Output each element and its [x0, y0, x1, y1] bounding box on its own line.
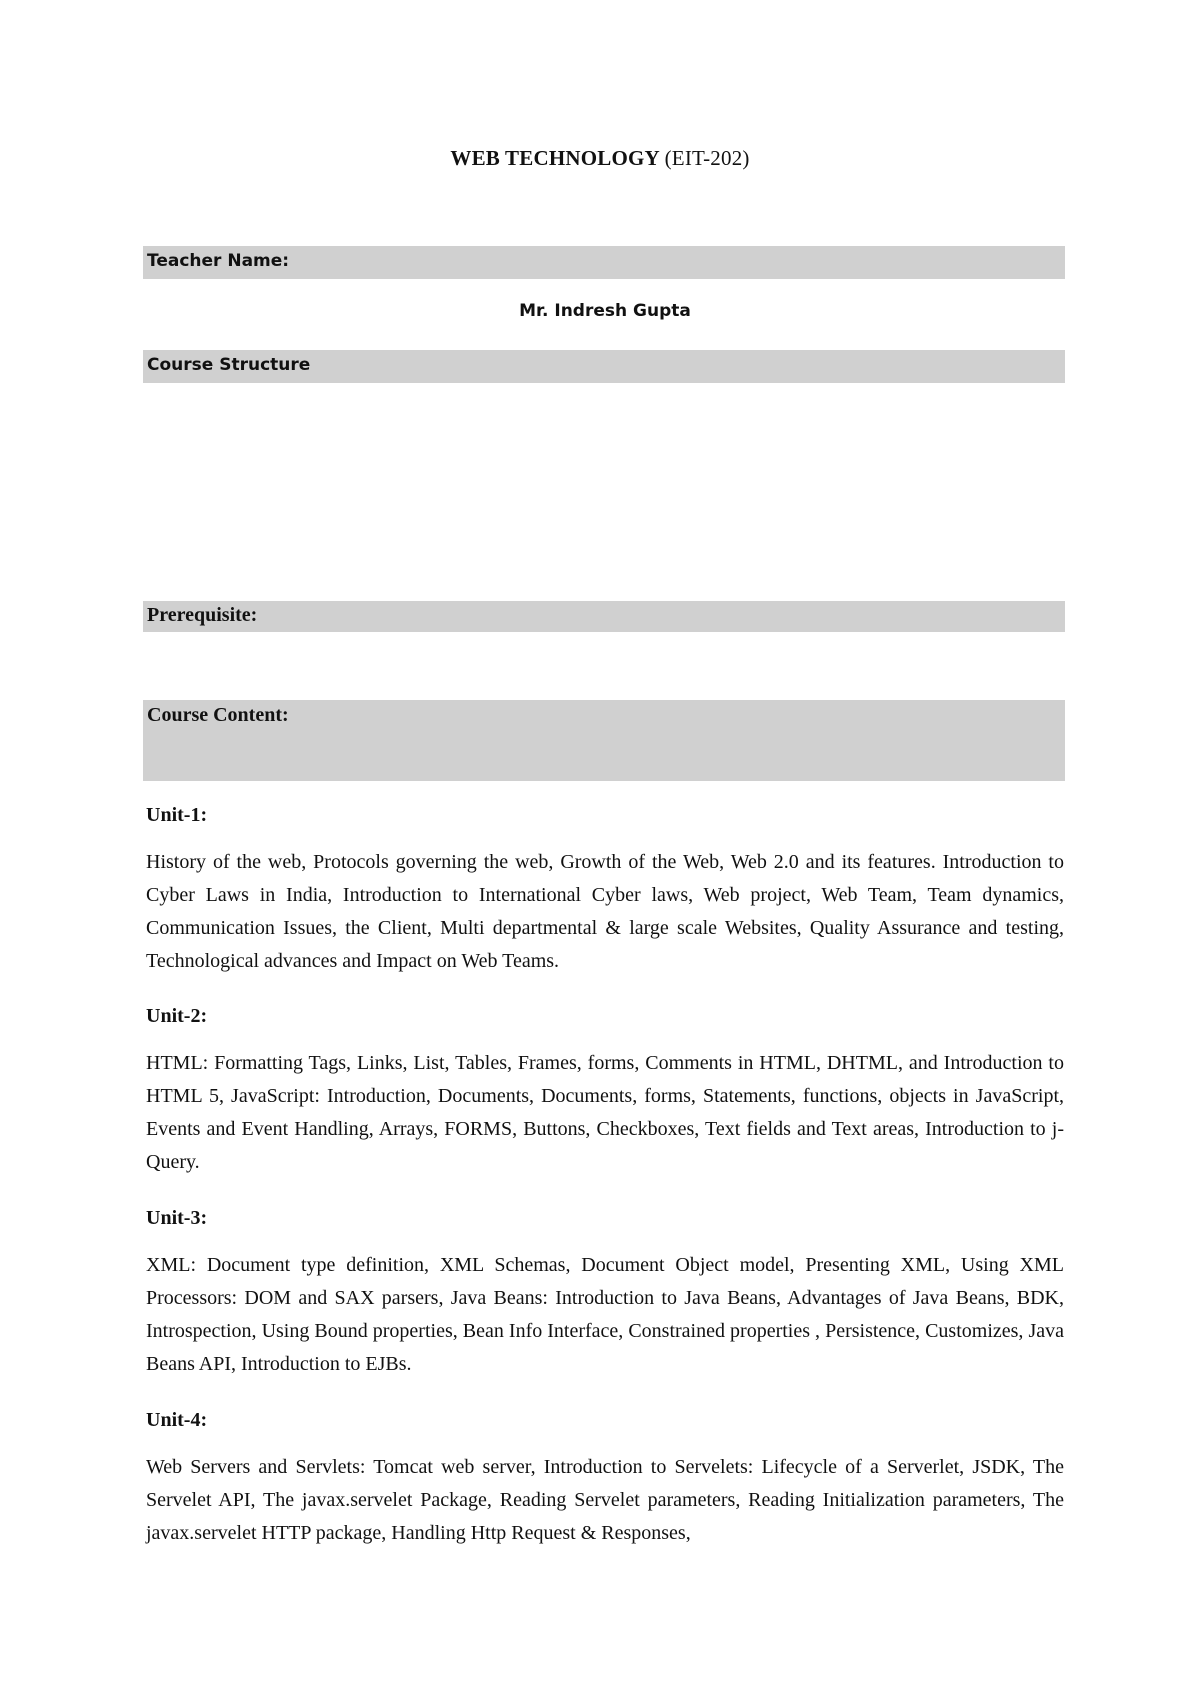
document-title [0, 146, 1200, 171]
document-title-main: WEB TECHNOLOGY [450, 146, 660, 170]
unit-2-section [146, 1005, 1064, 1179]
document-title-code: (EIT-202) [664, 146, 750, 170]
prerequisite-section-bar [143, 601, 1065, 632]
unit-1-section [146, 804, 1064, 978]
unit-1-text: History of the web, Protocols governing the web, Growth of the Web, Web 2.0 and its features. Introduction to Cyber Laws in India, Introduction to International Cyber laws, Web project, Web Team, Team dynamics, Communication Issues, the Client, Multi departmental & large scale Websites, Quality Assurance and testing, Technological advances and Impact on Web Teams. [146, 851, 1064, 972]
unit-4-heading: Unit-4: [146, 1409, 208, 1431]
teacher-name: Mr. Indresh Gupta [519, 301, 691, 321]
course-structure-section-bar [143, 350, 1065, 383]
unit-3-heading: Unit-3: [146, 1207, 208, 1229]
unit-3-section [146, 1207, 1064, 1381]
unit-2-heading: Unit-2: [146, 1005, 208, 1027]
teacher-name-section-bar [143, 246, 1065, 279]
unit-1-heading: Unit-1: [146, 804, 208, 826]
course-structure-label: Course Structure [147, 355, 311, 375]
unit-3-text: XML: Document type definition, XML Schemas, Document Object model, Presenting XML, Using XML Processors: DOM and SAX parsers, Java Beans: Introduction to Java Beans, Advantages of Java Beans, BDK, Introspection, Using Bound properties, Bean Info Interface, Constrained properties , Persistence, Customizes, Java Beans API, Introduction to EJBs. [146, 1254, 1064, 1375]
unit-2-text: HTML: Formatting Tags, Links, List, Tables, Frames, forms, Comments in HTML, DHTML, and Introduction to HTML 5, JavaScript: Introduction, Documents, Documents, forms, Statements, functions, objects in JavaScript, Events and Event Handling, Arrays, FORMS, Buttons, Checkboxes, Text fields and Text areas, Introduction to j-Query. [146, 1052, 1064, 1173]
unit-4-text: Web Servers and Servlets: Tomcat web server, Introduction to Servelets: Lifecycle of a Serverlet, JSDK, The Servelet API, The javax.servelet Package, Reading Servelet parameters, Reading Initialization parameters, The javax.servelet HTTP package, Handling Http Request & Responses, [146, 1456, 1064, 1544]
prerequisite-label: Prerequisite: [147, 604, 258, 626]
unit-4-section [146, 1409, 1064, 1550]
course-content-section-bar [143, 700, 1065, 781]
teacher-name-label: Teacher Name: [147, 251, 290, 271]
course-content-label: Course Content: [147, 704, 289, 726]
